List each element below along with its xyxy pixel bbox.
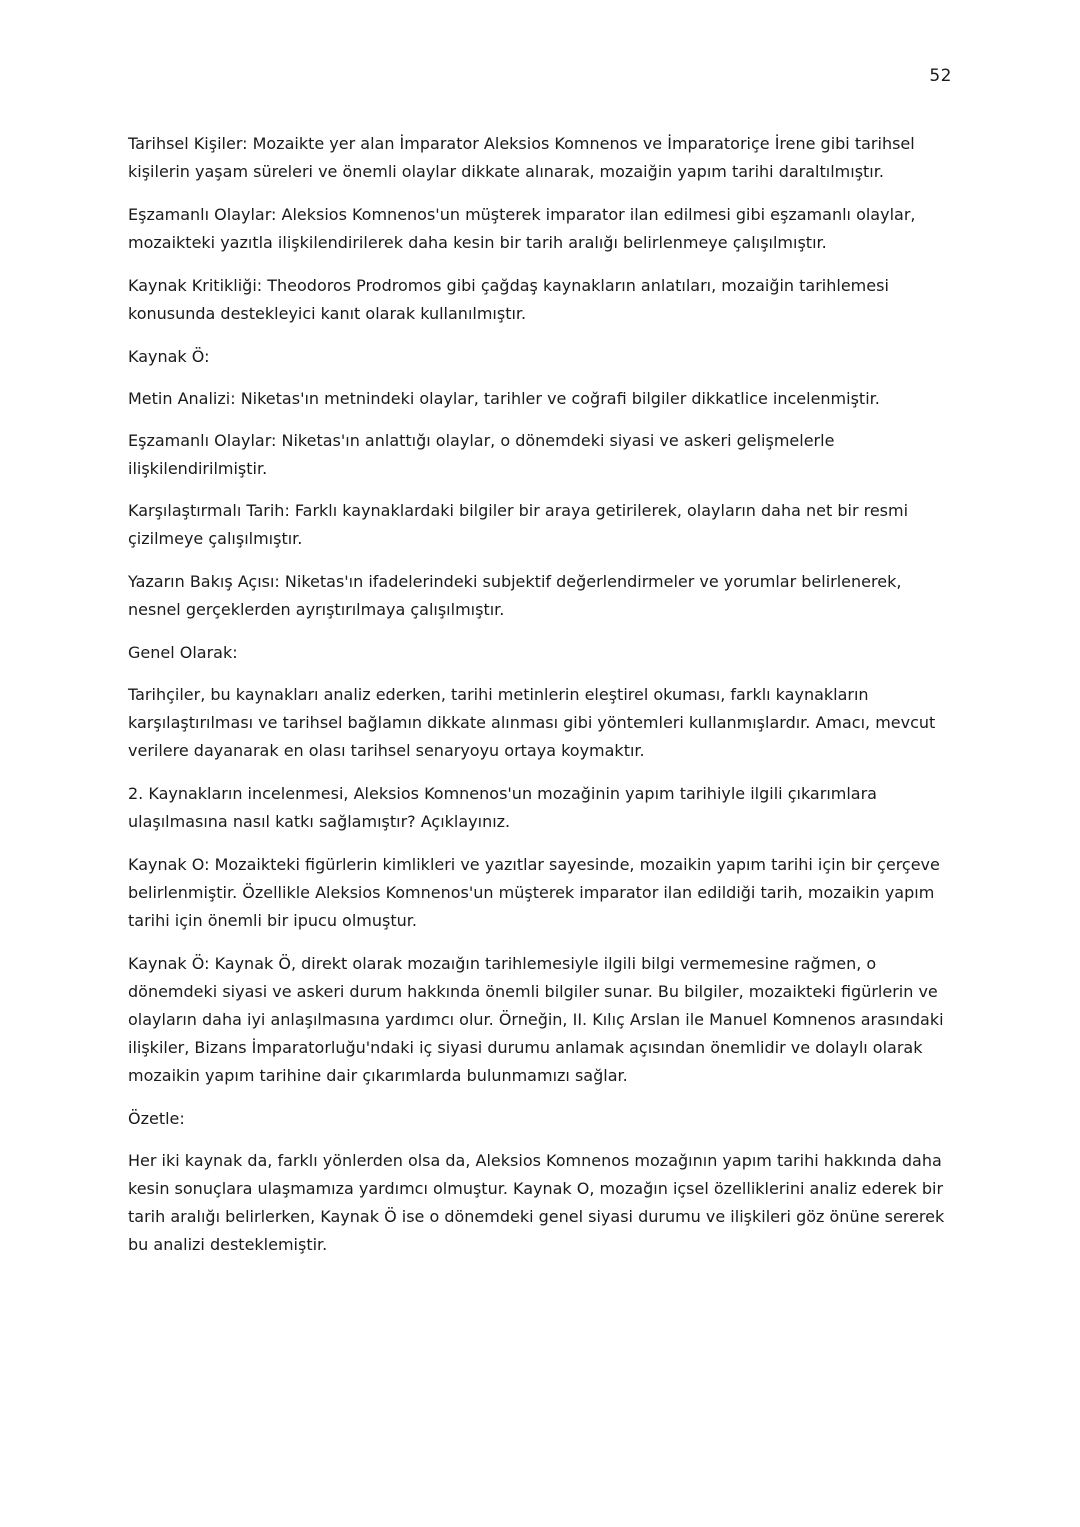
paragraph-eszamanli-olaylar-niketas: Eşzamanlı Olaylar: Niketas'ın anlattığı olaylar, o dönemdeki siyasi ve askeri gelişmelerle ilişkilendirilmiştir. bbox=[128, 431, 835, 478]
paragraph-kaynak-o-umlaut-answer: Kaynak Ö: Kaynak Ö, direkt olarak mozaığın tarihlemesiyle ilgili bilgi vermemesine rağmen, o dönemdeki siyasi ve askeri durum hakkında önemli bilgiler sunar. Bu bilgiler, mozaikteki figürlerin ve olayların daha iyi anlaşılmasına yardımcı olur. Örneğin, II. Kılıç Arslan ile Manuel Komnenos arasındaki ilişkiler, Bizans İmparatorluğu'ndaki iç siyasi durumu anlamak açısından önemlidir ve dolaylı olarak mozaikin yapım tarihine dair çıkarımlarda bulunmamızı sağlar. bbox=[128, 954, 944, 1085]
paragraph-eszamanli-olaylar: Eşzamanlı Olaylar: Aleksios Komnenos'un müşterek imparator ilan edilmesi gibi eşzamanlı olaylar, mozaikteki yazıtla ilişkilendirilerek daha kesin bir tarih aralığı belirlenmeye çalışılmıştır. bbox=[128, 205, 916, 252]
paragraph-kaynak-o-answer: Kaynak O: Mozaikteki figürlerin kimlikleri ve yazıtlar sayesinde, mozaikin yapım tarihi için bir çerçeve belirlenmiştir. Özellikle Aleksios Komnenos'un müşterek imparator ilan edildiği tarih, mozaikin yapım tarihi için önemli bir ipucu olmuştur. bbox=[128, 855, 940, 930]
document-body bbox=[128, 130, 958, 1274]
heading-ozetle: Özetle: bbox=[128, 1109, 185, 1128]
question-2: 2. Kaynakların incelenmesi, Aleksios Komnenos'un mozağinin yapım tarihiyle ilgili çıkarımlara ulaşılmasına nasıl katkı sağlamıştır? Açıklayınız. bbox=[128, 784, 877, 831]
paragraph-metin-analizi: Metin Analizi: Niketas'ın metnindeki olaylar, tarihler ve coğrafi bilgiler dikkatlice incelenmiştir. bbox=[128, 389, 880, 408]
paragraph-genel-olarak: Tarihçiler, bu kaynakları analiz ederken, tarihi metinlerin eleştirel okuması, farklı kaynakların karşılaştırılması ve tarihsel bağlamın dikkate alınması gibi yöntemleri kullanmışlardır. Amacı, mevcut verilere dayanarak en olası tarihsel senaryoyu ortaya koymaktır. bbox=[128, 685, 936, 760]
heading-genel-olarak: Genel Olarak: bbox=[128, 643, 238, 662]
paragraph-karsilastirmali-tarih: Karşılaştırmalı Tarih: Farklı kaynaklardaki bilgiler bir araya getirilerek, olayların daha net bir resmi çizilmeye çalışılmıştır. bbox=[128, 501, 909, 548]
paragraph-tarihsel-kisiler: Tarihsel Kişiler: Mozaikte yer alan İmparator Aleksios Komnenos ve İmparatoriçe İrene gibi tarihsel kişilerin yaşam süreleri ve önemli olaylar dikkate alınarak, mozaiğin yapım tarihi daraltılmıştır. bbox=[128, 134, 915, 181]
paragraph-kaynak-kritikligi: Kaynak Kritikliği: Theodoros Prodromos gibi çağdaş kaynakların anlatıları, mozaiğin tarihlemesi konusunda destekleyici kanıt olarak kullanılmıştır. bbox=[128, 276, 889, 323]
page-number: 52 bbox=[929, 66, 952, 86]
paragraph-ozetle: Her iki kaynak da, farklı yönlerden olsa da, Aleksios Komnenos mozağının yapım tarihi hakkında daha kesin sonuçlara ulaşmamıza yardımcı olmuştur. Kaynak O, mozağın içsel özelliklerini analiz ederek bir tarih aralığı belirlerken, Kaynak Ö ise o dönemdeki genel siyasi durumu ve ilişkileri göz önüne sererek bu analizi desteklemiştir. bbox=[128, 1151, 945, 1254]
heading-kaynak-o: Kaynak Ö: bbox=[128, 347, 210, 366]
paragraph-yazarin-bakis-acisi: Yazarın Bakış Açısı: Niketas'ın ifadelerindeki subjektif değerlendirmeler ve yorumlar belirlenerek, nesnel gerçeklerden ayrıştırılmaya çalışılmıştır. bbox=[128, 572, 902, 619]
